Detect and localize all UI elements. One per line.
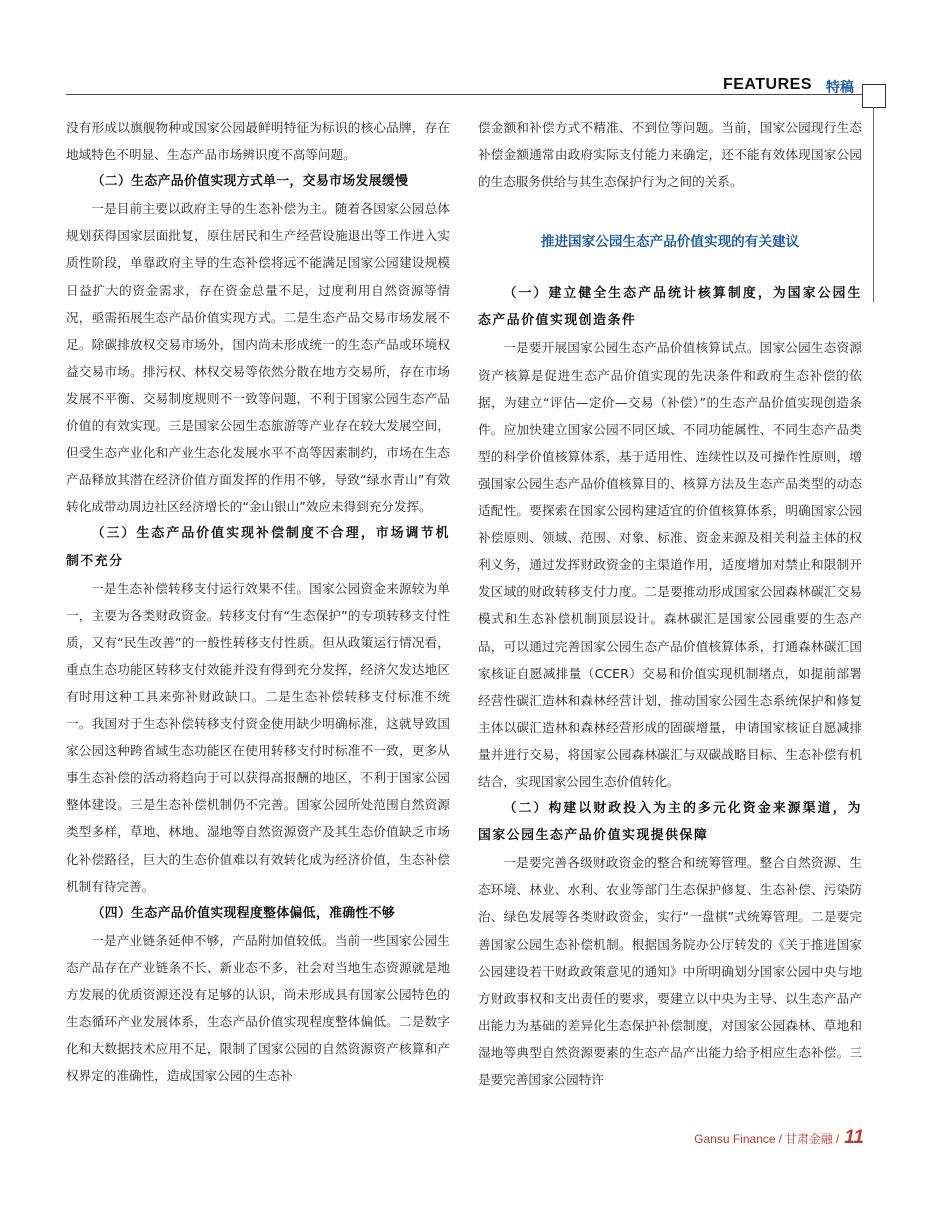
body-paragraph: 没有形成以旗舰物种或国家公园最鲜明特征为标识的核心品牌，存在地域特色不明显、生态产品市场辨识度不高等问题。 — [66, 120, 450, 163]
subheading-4: （四）生态产品价值实现程度整体偏低，准确性不够 — [91, 905, 396, 921]
body-paragraph: 偿金额和补偿方式不精准、不到位等问题。当前，国家公园现行生态补偿金额通常由政府实际支付能力来确定，还不能有效体现国家公园的生态服务供给与其生态保护行为之间的关系。 — [478, 120, 862, 190]
body-paragraph: 一是目前主要以政府主导的生态补偿为主。随着各国家公园总体规划获得国家层面批复，原住居民和生产经营设施退出等工作进入实质性阶段，单靠政府主导的生态补偿将远不能满足国家公园建设规模日益扩大的资金需求，存在资金总量不足，过度利用自然资源等情况，亟需拓展生态产品价值实现方式。二是生态产品交易市场发展不足。除碳排放权交易市场外，国内尚未形成统一的生态产品或环境权益交易市场。排污权、林权交易等依然分散在地方交易所，存在市场发展不平衡、交易制度规则不一致等问题，不利于国家公园生态产品价值的有效实现。三是国家公园生态旅游等产业存在较大发展空间，但受生态产业化和产业生态化发展水平不高等因素制约，市场在生态产品释放其潜在经济价值方面发挥的作用不够，导致“绿水青山”有效转化成带动周边社区经济增长的“金山银山”效应未得到充分发挥。 — [66, 201, 450, 515]
footer-separator: / — [835, 1132, 840, 1146]
subheading-3: （三）生态产品价值实现补偿制度不合理，市场调节机制不充分 — [66, 526, 450, 569]
section-title: 推进国家公园生态产品价值实现的有关建议 — [540, 234, 800, 251]
margin-rule — [873, 107, 874, 302]
right-column — [478, 114, 862, 1093]
subheading-2: （二）生态产品价值实现方式单一，交易市场发展缓慢 — [91, 174, 409, 190]
footer — [694, 1127, 864, 1149]
subheading-2b: （二）构建以财政投入为主的多元化资金来源渠道，为国家公园生态产品价值实现提供保障 — [478, 801, 862, 844]
page-number: 11 — [844, 1127, 864, 1148]
footer-separator: / — [778, 1132, 782, 1146]
corner-mark-icon — [862, 84, 886, 108]
body-paragraph: 一是要开展国家公园生态产品价值核算试点。国家公园生态资源资产核算是促进生态产品价值实现的先决条件和政府生态补偿的依据，为建立“评估—定价—交易（补偿）”的生态产品价值实现创造条件。应加快建立国家公园不同区域、不同功能属性、不同生态产品类型的科学价值核算体系，基于适用性、连续性以及可操作性原则，增强国家公园生态产品价值核算目的、核算方法及生态产品类型的动态适配性。要探索在国家公园构建适宜的价值核算体系，明确国家公园补偿原则、领域、范围、对象、标准、资金来源及相关利益主体的权利义务，通过发挥财政资金的主渠道作用，适度增加对禁止和限制开发区域的财政转移支付力度。二是要推动形成国家公园森林碳汇交易模式和生态补偿机制顶层设计。森林碳汇是国家公园重要的生态产品，可以通过完善国家公园生态产品价值核算体系，打通森林碳汇国家核证自愿减排量（CCER）交易和价值实现机制堵点，如提前部署经营性碳汇造林和森林经营计划，推动国家公园生态系统保护和修复主体以碳汇造林和森林经营形成的固碳增量，申请国家核证自愿减排量并进行交易，将国家公园森林碳汇与双碳战略目标、生态补偿有机结合，实现国家公园生态价值转化。 — [478, 340, 862, 789]
body-paragraph: 一是生态补偿转移支付运行效果不佳。国家公园资金来源较为单一，主要为各类财政资金。转移支付有“生态保护”的专项转移支付性质，又有“民生改善”的一般性转移支付性质。但从政策运行情况看，重点生态功能区转移支付效能并没有得到充分发挥，经济欠发达地区有时用这种工具来弥补财政缺口。二是生态补偿转移支付标准不统一。我国对于生态补偿转移支付资金使用缺少明确标准，这就导致国家公园这种跨省域生态功能区在使用转移支付时标准不一致，更多从事生态补偿的活动将趋向于可以获得高报酬的地区，不利于国家公园整体建设。三是生态补偿机制仍不完善。国家公园所处范围自然资源类型多样，草地、林地、湿地等自然资源资产及其生态价值缺乏市场化补偿路径，巨大的生态价值难以有效转化成为经济价值，生态补偿机制有待完善。 — [66, 580, 450, 894]
journal-name-en: Gansu Finance — [694, 1132, 776, 1146]
body-paragraph: 一是产业链条延伸不够，产品附加值较低。当前一些国家公园生态产品存在产业链条不长、新业态不多，社会对当地生态资源就是地方发展的优质资源还没有足够的认识，尚未形成具有国家公园特色的生态循环产业发展体系，生态产品价值实现程度整体偏低。二是数字化和大数据技术应用不足，限制了国家公园的自然资源资产核算和产权界定的准确性，造成国家公园的生态补 — [66, 932, 450, 1084]
header-features-label: FEATURES — [722, 76, 812, 93]
left-column — [66, 114, 450, 1089]
header-rule — [66, 94, 884, 95]
subheading-1: （一）建立健全生态产品统计核算制度，为国家公园生态产品价值实现创造条件 — [478, 286, 862, 329]
body-paragraph: 一是要完善各级财政资金的整合和统筹管理。整合自然资源、生态环境、林业、水利、农业等部门生态保护修复、生态补偿、污染防治、绿色发展等各类财政资金，实行“一盘棋”式统筹管理。二是要完善国家公园生态补偿机制。根据国务院办公厅转发的《关于推进国家公园建设若干财政政策意见的通知》中所明确划分国家公园中央与地方财政事权和支出责任的要求，要建立以中央为主导、以生态产品产出能力为基础的差异化生态保护补偿制度，对国家公园森林、草地和湿地等典型自然资源要素的生态产品产出能力给予相应生态补偿。三是要完善国家公园特许 — [478, 855, 862, 1087]
journal-name-cn: 甘肃金融 — [784, 1132, 833, 1146]
header-section-label: 特稿 — [826, 80, 854, 96]
